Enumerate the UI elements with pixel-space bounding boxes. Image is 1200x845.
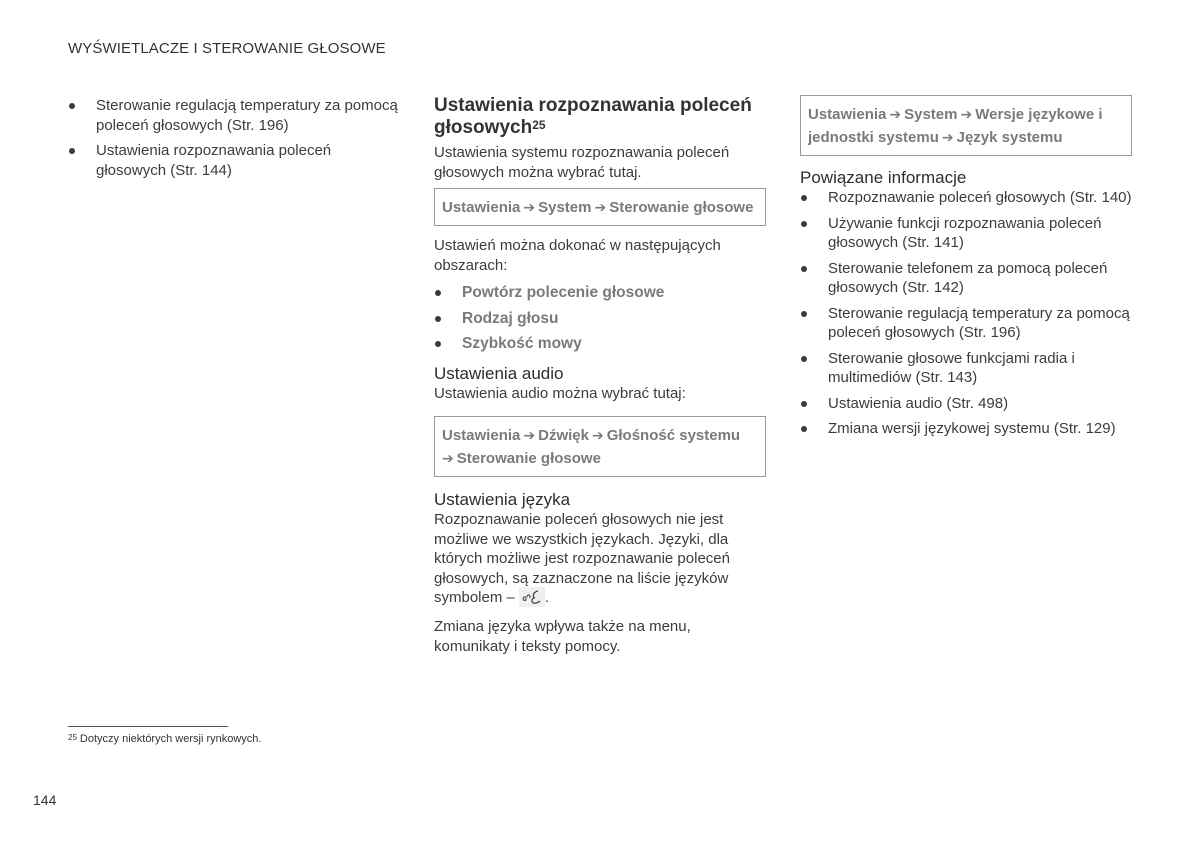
bullet-icon [801, 426, 807, 432]
footnote-text: Dotyczy niektórych wersji rynkowych. [79, 733, 262, 745]
list-item[interactable] [800, 394, 1132, 414]
menu-path-step: Ustawienia [808, 106, 887, 123]
list-item[interactable] [800, 349, 1132, 388]
middle-column [434, 95, 766, 656]
right-column [800, 95, 1132, 445]
option-label: Szybkość mowy [462, 335, 582, 352]
list-item [434, 283, 766, 303]
language-text-end: . [544, 589, 550, 606]
menu-path-step: Dźwięk [538, 427, 589, 444]
bullet-icon [801, 311, 807, 317]
arrow-right-icon: ➔ [591, 427, 604, 443]
list-item[interactable] [800, 214, 1132, 253]
section-title-text: Ustawienia rozpoznawania poleceń głosowych [434, 95, 752, 138]
related-heading: Powiązane informacje [800, 168, 967, 187]
menu-path-step: Sterowanie głosowe [456, 450, 601, 467]
footnote-mark: 25 [68, 733, 77, 742]
list-item-text: Sterowanie regulacją temperatury za pomocą poleceń głosowych (Str. 196) [96, 97, 398, 134]
arrow-right-icon: ➔ [523, 199, 536, 215]
menu-path-step: System [538, 199, 592, 216]
arrow-right-icon: ➔ [960, 106, 973, 122]
left-column [68, 96, 400, 186]
menu-path-step: Ustawienia [442, 199, 521, 216]
list-item[interactable] [800, 304, 1132, 343]
option-label: Powtórz polecenie głosowe [462, 284, 665, 301]
menu-path-step: Język systemu [956, 129, 1063, 146]
footnote-ref[interactable]: 25 [532, 118, 546, 132]
menu-path-step: Ustawienia [442, 427, 521, 444]
language-text-main: Rozpoznawanie poleceń głosowych nie jest możliwe we wszystkich językach. Języki, dla których możliwe jest rozpoznawanie poleceń głosowych, są zaznaczone na liście języków symbolem – [434, 511, 730, 606]
arrow-right-icon: ➔ [523, 427, 536, 443]
language-heading: Ustawienia języka [434, 490, 571, 509]
language-text [434, 510, 766, 608]
language-text-2: Zmiana języka wpływa także na menu, komunikaty i teksty pomocy. [434, 618, 691, 655]
arrow-right-icon: ➔ [889, 106, 902, 122]
bullet-icon [801, 221, 807, 227]
list-item [68, 96, 400, 135]
list-item[interactable] [800, 419, 1132, 439]
audio-text: Ustawienia audio można wybrać tutaj: [434, 384, 686, 402]
arrow-right-icon: ➔ [594, 199, 607, 215]
bullet-icon [69, 103, 75, 109]
menu-path-step: Sterowanie głosowe [609, 199, 754, 216]
related-link[interactable]: Zmiana wersji językowej systemu (Str. 129) [828, 420, 1116, 437]
bullet-icon [69, 148, 75, 154]
footnote [68, 733, 261, 745]
audio-heading: Ustawienia audio [434, 363, 564, 383]
options-list [434, 283, 766, 354]
bullet-icon [801, 356, 807, 362]
menu-path-box [800, 95, 1132, 156]
related-link[interactable]: Ustawienia audio (Str. 498) [828, 394, 1009, 412]
voice-recognition-icon [519, 587, 545, 607]
related-links-list [800, 188, 1132, 439]
bullet-icon [435, 290, 441, 296]
arrow-right-icon: ➔ [442, 450, 454, 466]
menu-path-step: System [904, 106, 958, 123]
menu-path-step: Wersje językowe i jednostki systemu [808, 106, 1103, 146]
bullet-icon [435, 341, 441, 347]
list-item [68, 141, 400, 180]
list-item[interactable] [800, 259, 1132, 298]
areas-intro: Ustawień można dokonać w następujących obszarach: [434, 237, 721, 274]
bullet-icon [801, 266, 807, 272]
left-bullet-list [68, 96, 400, 180]
related-link[interactable]: Sterowanie głosowe funkcjami radia i multimediów (Str. 143) [828, 349, 1075, 386]
list-item[interactable] [800, 188, 1132, 208]
menu-path-box [434, 188, 766, 226]
bullet-icon [801, 195, 807, 201]
menu-path-box [434, 416, 766, 477]
running-header: WYŚWIETLACZE I STEROWANIE GŁOSOWE [68, 40, 386, 57]
bullet-icon [801, 401, 807, 407]
related-link[interactable]: Sterowanie telefonem za pomocą poleceń głosowych (Str. 142) [828, 259, 1108, 296]
related-link[interactable]: Rozpoznawanie poleceń głosowych (Str. 140) [828, 189, 1132, 206]
related-link[interactable]: Używanie funkcji rozpoznawania poleceń głosowych (Str. 141) [828, 214, 1102, 251]
arrow-right-icon: ➔ [941, 129, 954, 145]
bullet-icon [435, 316, 441, 322]
menu-path-step: Głośność systemu [606, 427, 741, 444]
option-label: Rodzaj głosu [462, 309, 559, 327]
intro-paragraph: Ustawienia systemu rozpoznawania poleceń głosowych można wybrać tutaj. [434, 144, 730, 181]
section-title [434, 95, 766, 139]
list-item [434, 309, 766, 329]
page-number: 144 [33, 792, 57, 808]
footnote-divider [68, 726, 228, 727]
related-link[interactable]: Sterowanie regulacją temperatury za pomocą poleceń głosowych (Str. 196) [828, 304, 1130, 341]
list-item-text: Ustawienia rozpoznawania poleceń głosowych (Str. 144) [96, 142, 332, 179]
list-item [434, 334, 766, 354]
